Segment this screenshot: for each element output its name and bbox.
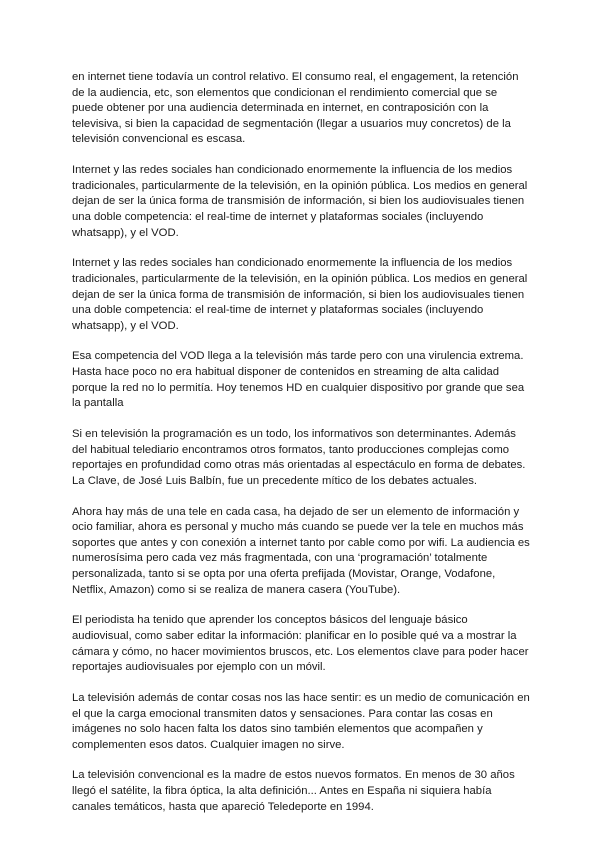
paragraph-6: Ahora hay más de una tele en cada casa, ha dejado de ser un elemento de información y ocio familiar, ahora es personal y mucho más cuando se puede ver la tele en muchos más soportes que antes y con conexión a internet tanto por cable como por wifi. La audiencia es numerosísima pero cada vez más fragmentada, con una ‘programación’ totalmente personalizada, tanto si se opta por una oferta prefijada (Movistar, Orange, Vodafone, Netflix, Amazon) como si se realiza de manera casera (YouTube).: [72, 505, 530, 596]
paragraph-1: en internet tiene todavía un control relativo. El consumo real, el engagement, la retención de la audiencia, etc, son elementos que condicionan el rendimiento comercial que se puede obtener por una audiencia determinada en internet, en contraposición con la televisiva, si bien la capacidad de segmentación (llegar a usuarios muy concretos) de la televisión convencional es escasa.: [72, 71, 519, 146]
paragraph-8: La televisión además de contar cosas nos las hace sentir: es un medio de comunicación en el que la carga emocional transmiten datos y sensaciones. Para contar las cosas en imágenes no solo hacen falta los datos sino también elementos que acompañen y complementen esos datos. Cualquier imagen no sirve.: [72, 691, 530, 751]
paragraph-4: Esa competencia del VOD llega a la televisión más tarde pero con una virulencia extrema. Hasta hace poco no era habitual disponer de contenidos en streaming de alta calidad porque la red no lo permitía. Hoy tenemos HD en cualquier dispositivo por grande que sea la pantalla: [72, 350, 525, 410]
paragraph-9: La televisión convencional es la madre de estos nuevos formatos. En menos de 30 años llegó el satélite, la fibra óptica, la alta definición... Antes en España ni siquiera había canales temáticos, hasta que apareció Teledeporte en 1994.: [72, 769, 515, 813]
document-body: [72, 70, 530, 830]
paragraph-7: El periodista ha tenido que aprender los conceptos básicos del lenguaje básico audiovisual, como saber editar la información: planificar en lo posible qué va a mostrar la cámara y cómo, no hacer movimientos bruscos, etc. Los elementos clave para poder hacer reportajes audiovisuales por ejemplo con un móvil.: [72, 614, 529, 674]
paragraph-2: Internet y las redes sociales han condicionado enormemente la influencia de los medios tradicionales, particularmente de la televisión, en la opinión pública. Los medios en general dejan de ser la única forma de transmisión de información, si bien los audiovisuales tienen una doble competencia: el real-time de internet y plataformas sociales (incluyendo whatsapp), y el VOD.: [72, 164, 528, 239]
paragraph-3: Internet y las redes sociales han condicionado enormemente la influencia de los medios tradicionales, particularmente de la televisión, en la opinión pública. Los medios en general dejan de ser la única forma de transmisión de información, si bien los audiovisuales tienen una doble competencia: el real-time de internet y plataformas sociales (incluyendo whatsapp), y el VOD.: [72, 257, 528, 332]
paragraph-5: Si en televisión la programación es un todo, los informativos son determinantes. Además del habitual telediario encontramos otros formatos, tanto producciones complejas como reportajes en profundidad como otras más orientadas al espectáculo en forma de debates. La Clave, de José Luis Balbín, fue un precedente mítico de los debates actuales.: [72, 428, 526, 487]
